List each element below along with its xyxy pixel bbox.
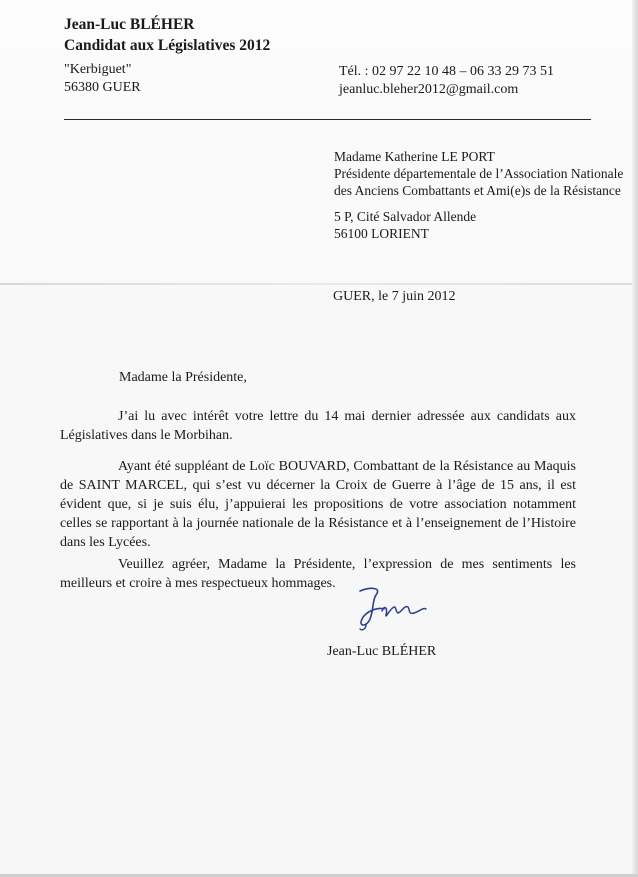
paper-fold [0,283,638,285]
recipient-line: des Anciens Combattants et Ami(e)s de la Résistance [334,183,621,198]
sender-name: Jean-Luc BLÉHER [64,16,195,33]
sender-address-line: 56380 GUER [64,80,141,95]
recipient-address-line: 5 P, Cité Salvador Allende [334,209,477,224]
handwritten-signature [352,585,432,635]
sender-phone: Tél. : 02 97 22 10 48 – 06 33 29 73 51 [339,64,555,79]
body-paragraph: Ayant été suppléant de Loïc BOUVARD, Combattant de la Résistance au Maquis de SAINT MARCEL, qui s’est vu décerner la Croix de Guerre à l’âge de 15 ans, il est évident que, si je suis élu, j’appuierai les propositions de votre association notamment celles se rapportant à la journée nationale de la Résistance et à l’enseignement de l’Histoire dans les Lycées. [60,459,576,550]
sender-address-line: "Kerbiguet" [64,62,132,77]
body-paragraph: Veuillez agréer, Madame la Présidente, l’expression de mes sentiments les meilleurs et croire à mes respectueux hommages. [60,557,576,591]
body-paragraph: J’ai lu avec intérêt votre lettre du 14 mai dernier adressée aux candidats aux Législatives dans le Morbihan. [60,409,576,443]
signature-name: Jean-Luc BLÉHER [327,644,437,659]
header-divider [64,119,591,120]
sender-email: jeanluc.bleher2012@gmail.com [339,82,519,97]
recipient-line: Présidente départementale de l’Association Nationale [334,166,624,181]
recipient-line: Madame Katherine LE PORT [334,149,495,164]
sender-title: Candidat aux Législatives 2012 [64,37,271,54]
date-line: GUER, le 7 juin 2012 [333,289,456,304]
salutation: Madame la Présidente, [119,370,247,385]
recipient-address-line: 56100 LORIENT [334,226,429,241]
paper-edge [632,0,638,877]
